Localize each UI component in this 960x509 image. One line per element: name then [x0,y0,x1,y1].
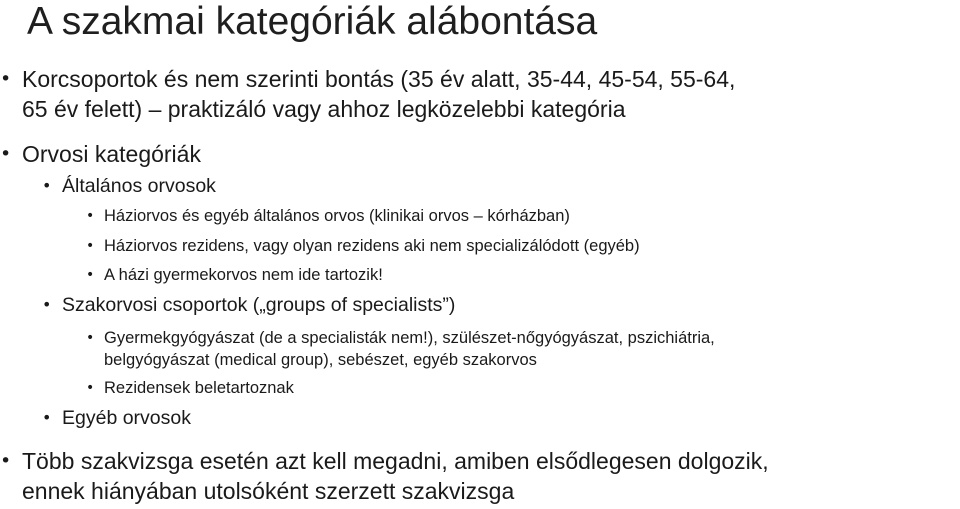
bullet-icon: • [86,208,95,224]
bullet-icon: • [0,143,12,165]
bullet-text-line: Korcsoportok és nem szerinti bontás (35 év alatt, 35-44, 45-54, 55-64, [22,66,736,92]
slide-title: A szakmai kategóriák alábontása [27,0,598,43]
bullet-text: Szakorvosi csoportok („groups of specialists”) [62,294,456,316]
bullet-item-gp-other [86,205,570,227]
bullet-text: Rezidensek beletartoznak [104,379,294,397]
bullet-icon: • [42,176,52,195]
bullet-text: Háziorvos rezidens, vagy olyan rezidens aki nem specializálódott (egyéb) [104,237,640,255]
bullet-item-age-groups [0,64,736,124]
bullet-icon: • [42,408,52,427]
bullet-text: Általános orvosok [62,175,216,197]
bullet-item-gp-resident [86,235,640,257]
bullet-text-line: ennek hiányában utolsóként szerzett szakvizsga [22,478,515,504]
bullet-item-other-doctors [42,405,191,431]
bullet-icon: • [86,330,95,346]
bullet-item-pediatrician-note [86,264,383,286]
bullet-text-line: Több szakvizsga esetén azt kell megadni, amiben elsődlegesen dolgozik, [22,448,769,474]
bullet-text-line: 65 év felett) – praktizáló vagy ahhoz legközelebbi kategória [22,96,626,122]
bullet-item-multiple-specialties [0,446,769,506]
bullet-text: A házi gyermekorvos nem ide tartozik! [104,266,383,284]
bullet-text: Egyéb orvosok [62,407,191,429]
bullet-item-general-practitioners [42,173,216,199]
bullet-icon: • [42,295,52,314]
bullet-item-specialist-groups [42,292,456,318]
bullet-icon: • [0,450,12,472]
bullet-item-medical-categories [0,139,201,169]
bullet-text-line: Gyermekgyógyászat (de a specialisták nem!), szülészet-nőgyógyászat, pszichiátria, [104,329,715,347]
bullet-text: Orvosi kategóriák [22,141,201,167]
bullet-icon: • [86,238,95,254]
bullet-text-line: belgyógyászat (medical group), sebészet, egyéb szakorvos [104,351,537,369]
bullet-item-residents-included [86,377,294,399]
bullet-icon: • [0,68,12,90]
bullet-icon: • [86,267,95,283]
bullet-text: Háziorvos és egyéb általános orvos (klinikai orvos – kórházban) [104,207,570,225]
bullet-item-specialties-list [86,327,715,371]
bullet-icon: • [86,380,95,396]
